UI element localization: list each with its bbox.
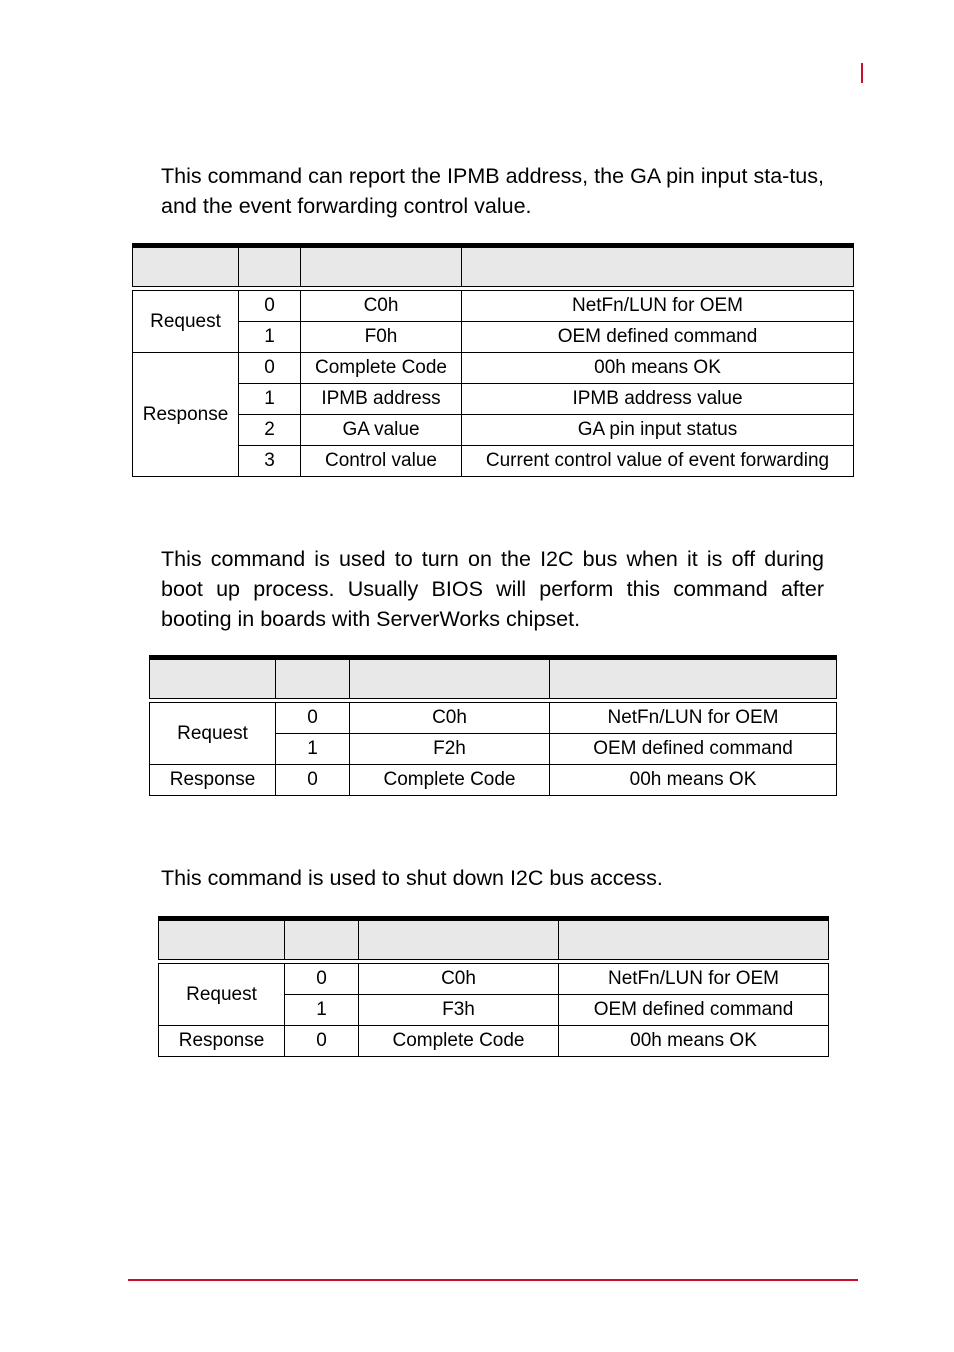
group-label: Request <box>159 964 285 1026</box>
description-cell: OEM defined command <box>559 995 829 1026</box>
table-row <box>133 291 854 322</box>
data-cell: C0h <box>350 703 550 734</box>
byte-cell: 1 <box>276 734 350 765</box>
section-2-table <box>149 655 837 796</box>
group-label: Response <box>159 1026 285 1057</box>
table-header-row <box>159 919 829 960</box>
description-cell: NetFn/LUN for OEM <box>559 964 829 995</box>
table-row <box>133 415 854 446</box>
byte-cell: 0 <box>239 353 301 384</box>
table-row <box>159 1026 829 1057</box>
data-cell: F3h <box>359 995 559 1026</box>
byte-cell: 1 <box>285 995 359 1026</box>
data-cell: Control value <box>301 446 462 477</box>
description-cell: 00h means OK <box>462 353 854 384</box>
description-cell: OEM defined command <box>462 322 854 353</box>
table-row <box>150 703 837 734</box>
group-label: Response <box>150 765 276 796</box>
table-row <box>133 446 854 477</box>
section-1-table <box>132 243 854 477</box>
data-cell: F0h <box>301 322 462 353</box>
section-3-description: This command is used to shut down I2C bus access. <box>161 866 663 890</box>
description-cell: NetFn/LUN for OEM <box>462 291 854 322</box>
section-1-description: This command can report the IPMB address, the GA pin input sta-tus, and the event forwarding control value. <box>161 164 824 218</box>
data-cell: Complete Code <box>359 1026 559 1057</box>
group-label: Response <box>133 353 239 477</box>
description-cell: NetFn/LUN for OEM <box>550 703 837 734</box>
byte-cell: 1 <box>239 322 301 353</box>
table-header-row <box>150 658 837 699</box>
group-label: Request <box>133 291 239 353</box>
table-row <box>133 353 854 384</box>
description-cell: OEM defined command <box>550 734 837 765</box>
data-cell: C0h <box>301 291 462 322</box>
table-row <box>133 384 854 415</box>
byte-cell: 0 <box>239 291 301 322</box>
byte-cell: 0 <box>276 703 350 734</box>
description-cell: IPMB address value <box>462 384 854 415</box>
byte-cell: 0 <box>285 964 359 995</box>
description-cell: 00h means OK <box>559 1026 829 1057</box>
data-cell: GA value <box>301 415 462 446</box>
byte-cell: 2 <box>239 415 301 446</box>
section-3-table <box>158 916 829 1057</box>
description-cell: Current control value of event forwarding <box>462 446 854 477</box>
byte-cell: 1 <box>239 384 301 415</box>
data-cell: Complete Code <box>350 765 550 796</box>
table-row <box>150 765 837 796</box>
byte-cell: 0 <box>285 1026 359 1057</box>
table-row <box>133 322 854 353</box>
description-cell: 00h means OK <box>550 765 837 796</box>
byte-cell: 3 <box>239 446 301 477</box>
header-accent-mark <box>861 63 863 83</box>
byte-cell: 0 <box>276 765 350 796</box>
table-header-row <box>133 246 854 287</box>
footer-rule <box>128 1279 858 1281</box>
section-2-description: This command is used to turn on the I2C bus when it is off during boot up process. Usually BIOS will perform this command after booting in boards with ServerWorks chipset. <box>161 547 824 631</box>
description-cell: GA pin input status <box>462 415 854 446</box>
table-row <box>159 964 829 995</box>
data-cell: Complete Code <box>301 353 462 384</box>
data-cell: C0h <box>359 964 559 995</box>
group-label: Request <box>150 703 276 765</box>
data-cell: IPMB address <box>301 384 462 415</box>
data-cell: F2h <box>350 734 550 765</box>
